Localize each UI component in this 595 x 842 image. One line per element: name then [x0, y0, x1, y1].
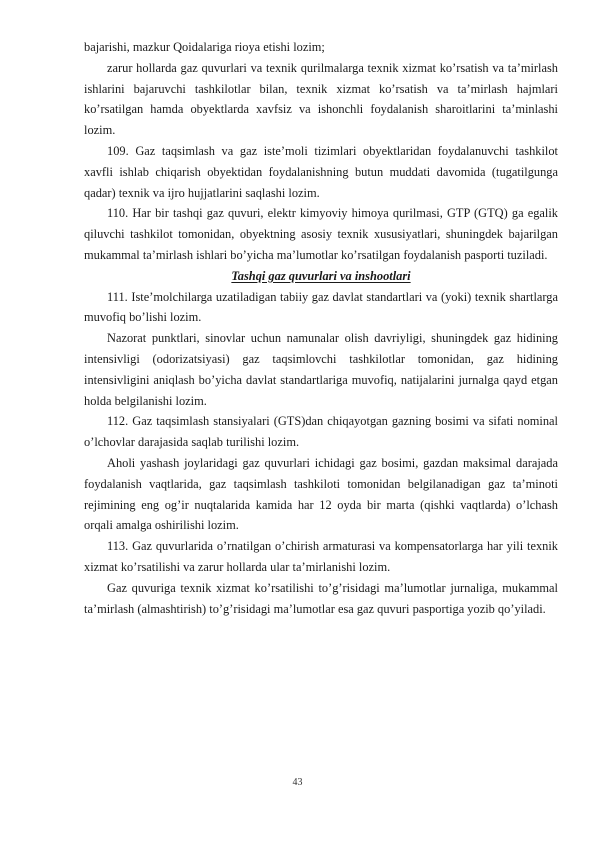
paragraph-112: 112. Gaz taqsimlash stansiyalari (GTS)dan chiqayotgan gazning bosimi va sifati nominal o’lchovlar darajasida saqlab turilishi lozim. [84, 414, 558, 450]
paragraph-continuation: bajarishi, mazkur Qoidalariga rioya etishi lozim; [84, 40, 325, 54]
document-page [84, 37, 558, 619]
paragraph-110: 110. Har bir tashqi gaz quvuri, elektr kimyoviy himoya qurilmasi, GTP (GTQ) ga egalik qiluvchi tashkilot tomonidan, obyektning asosiy texnik xususiyatlari, shuningdek bajarilgan mukammal ta’mirlash ishlari bo’yicha ma’lumotlar ko’rsatilgan foydalanish pasporti tuziladi. [84, 206, 558, 262]
paragraph-pressure-measurement: Aholi yashash joylaridagi gaz quvurlari ichidagi gaz bosimi, gazdan maksimal darajada foydalanish vaqtlarida, gaz taqsimlash tashkiloti tomonidan belgilanadigan gaz ta’minoti rejimining eng og’ir nuqtalarida kamida har 12 oyda bir marta (qishki vaqtlarda) o’lchash orqali amalga oshirilishi lozim. [84, 455, 558, 533]
paragraph-control-points: Nazorat punktlari, sinovlar uchun namunalar olish davriyligi, shuningdek gaz hidining intensivligi (odorizatsiyasi) gaz taqsimlovchi tashkilotlar tomonidan, gaz hidining intensivligini aniqlash bo’yicha davlat standartlariga muvofiq, natijalarini jurnalga qayd etgan holda belgilanishi lozim. [84, 331, 558, 408]
page-number: 43 [292, 777, 303, 788]
paragraph-111: 111. Iste’molchilarga uzatiladigan tabiiy gaz davlat standartlari va (yoki) texnik shartlarga muvofiq bo’lishi lozim. [84, 289, 558, 325]
paragraph-109: 109. Gaz taqsimlash va gaz iste’moli tizimlari obyektlaridan foydalanuvchi tashkilot xavfli ishlab chiqarish obyektidan foydalanishning butun muddati davomida (tugatilgunga qadar) texnik va ijro hujjatlarini saqlashi lozim. [84, 143, 558, 200]
paragraph-service-contracts: zarur hollarda gaz quvurlari va texnik qurilmalarga texnik xizmat ko’rsatish va ta’mirlash ishlarini bajaruvchi tashkilotlar bilan, texnik xizmat ko’rsatish va ta’mirlash hajmlari ko’rsatilgan hamda obyektlarda xavfsiz va ishonchli foydalanish sharoitlarini ta’minlashi lozim. [84, 60, 558, 138]
paragraph-journal-records: Gaz quvuriga texnik xizmat ko’rsatilishi to’g’risidagi ma’lumotlar jurnaliga, mukammal ta’mirlash (almashtirish) to’g’risidagi ma’lumotlar esa gaz quvuri pasportiga yozib qo’yiladi. [84, 580, 558, 616]
section-heading: Tashqi gaz quvurlari va inshootlari [231, 268, 411, 283]
paragraph-113: 113. Gaz quvurlarida o’rnatilgan o’chirish armaturasi va kompensatorlarga har yili texnik xizmat ko’rsatilishi va zarur hollarda ular ta’mirlanishi lozim. [84, 539, 558, 574]
